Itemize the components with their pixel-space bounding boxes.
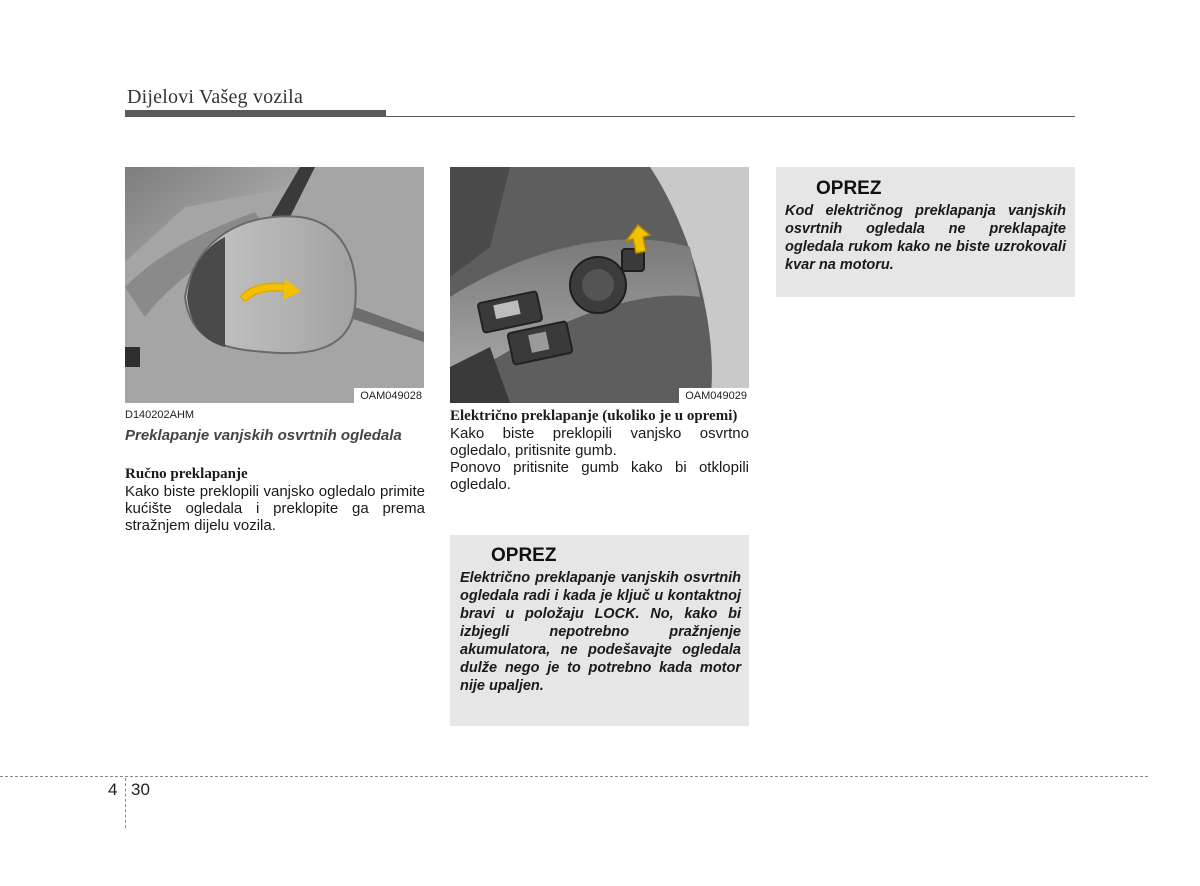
footer-vertical-divider (125, 778, 126, 828)
footer-divider (0, 776, 1148, 777)
header-rule-thin (386, 116, 1075, 117)
left-column-text (125, 465, 425, 534)
section-title: Preklapanje vanjskih osvrtnih ogledala (125, 427, 402, 444)
switch-panel-illustration (450, 167, 749, 403)
page-number: 30 (131, 780, 150, 799)
caution-text: Električno preklapanje vanjskih osvrtnih ogledala radi i kada je ključ u kontaktnoj bravi u položaju LOCK. No, kako bi izbjegli nepotrebno pražnjenje akumulatora, ne podešavajte ogledala dulže nego je to potrebno kada motor nije upaljen. (460, 570, 741, 694)
caution-box-manual (776, 167, 1075, 297)
caution-text: Kod električnog preklapanja vanjskih osvrtnih ogledala ne preklapajte ogledala rukom kako ne biste uzrokovali kvar na motoru. (785, 203, 1066, 273)
middle-column-text (450, 407, 749, 493)
page-header-title: Dijelovi Vašeg vozila (127, 86, 304, 108)
header-rule-thick (125, 110, 386, 117)
figure-code: OAM049029 (679, 388, 749, 403)
caution-title: OPREZ (816, 178, 882, 199)
manual-fold-paragraph: Kako biste preklopili vanjsko ogledalo primite kućište ogledala i preklopite ga prema stražnjem dijelu vozila. (125, 483, 425, 534)
document-code: D140202AHM (125, 409, 195, 421)
caution-box-electric (450, 535, 749, 726)
mirror-fold-photo (125, 167, 424, 403)
chapter-number: 4 (108, 780, 118, 799)
electric-fold-paragraph-1: Kako biste preklopili vanjsko osvrtno ogledalo, pritisnite gumb. (450, 425, 749, 459)
electric-fold-paragraph-2: Ponovo pritisnite gumb kako bi otklopili ogledalo. (450, 459, 749, 493)
manual-fold-subhead: Ručno preklapanje (125, 466, 248, 482)
caution-title: OPREZ (491, 545, 557, 566)
mirror-illustration (125, 167, 424, 403)
electric-fold-subhead: Električno preklapanje (ukoliko je u opremi) (450, 408, 738, 424)
figure-code: OAM049028 (354, 388, 424, 403)
fold-switch-photo (450, 167, 749, 403)
